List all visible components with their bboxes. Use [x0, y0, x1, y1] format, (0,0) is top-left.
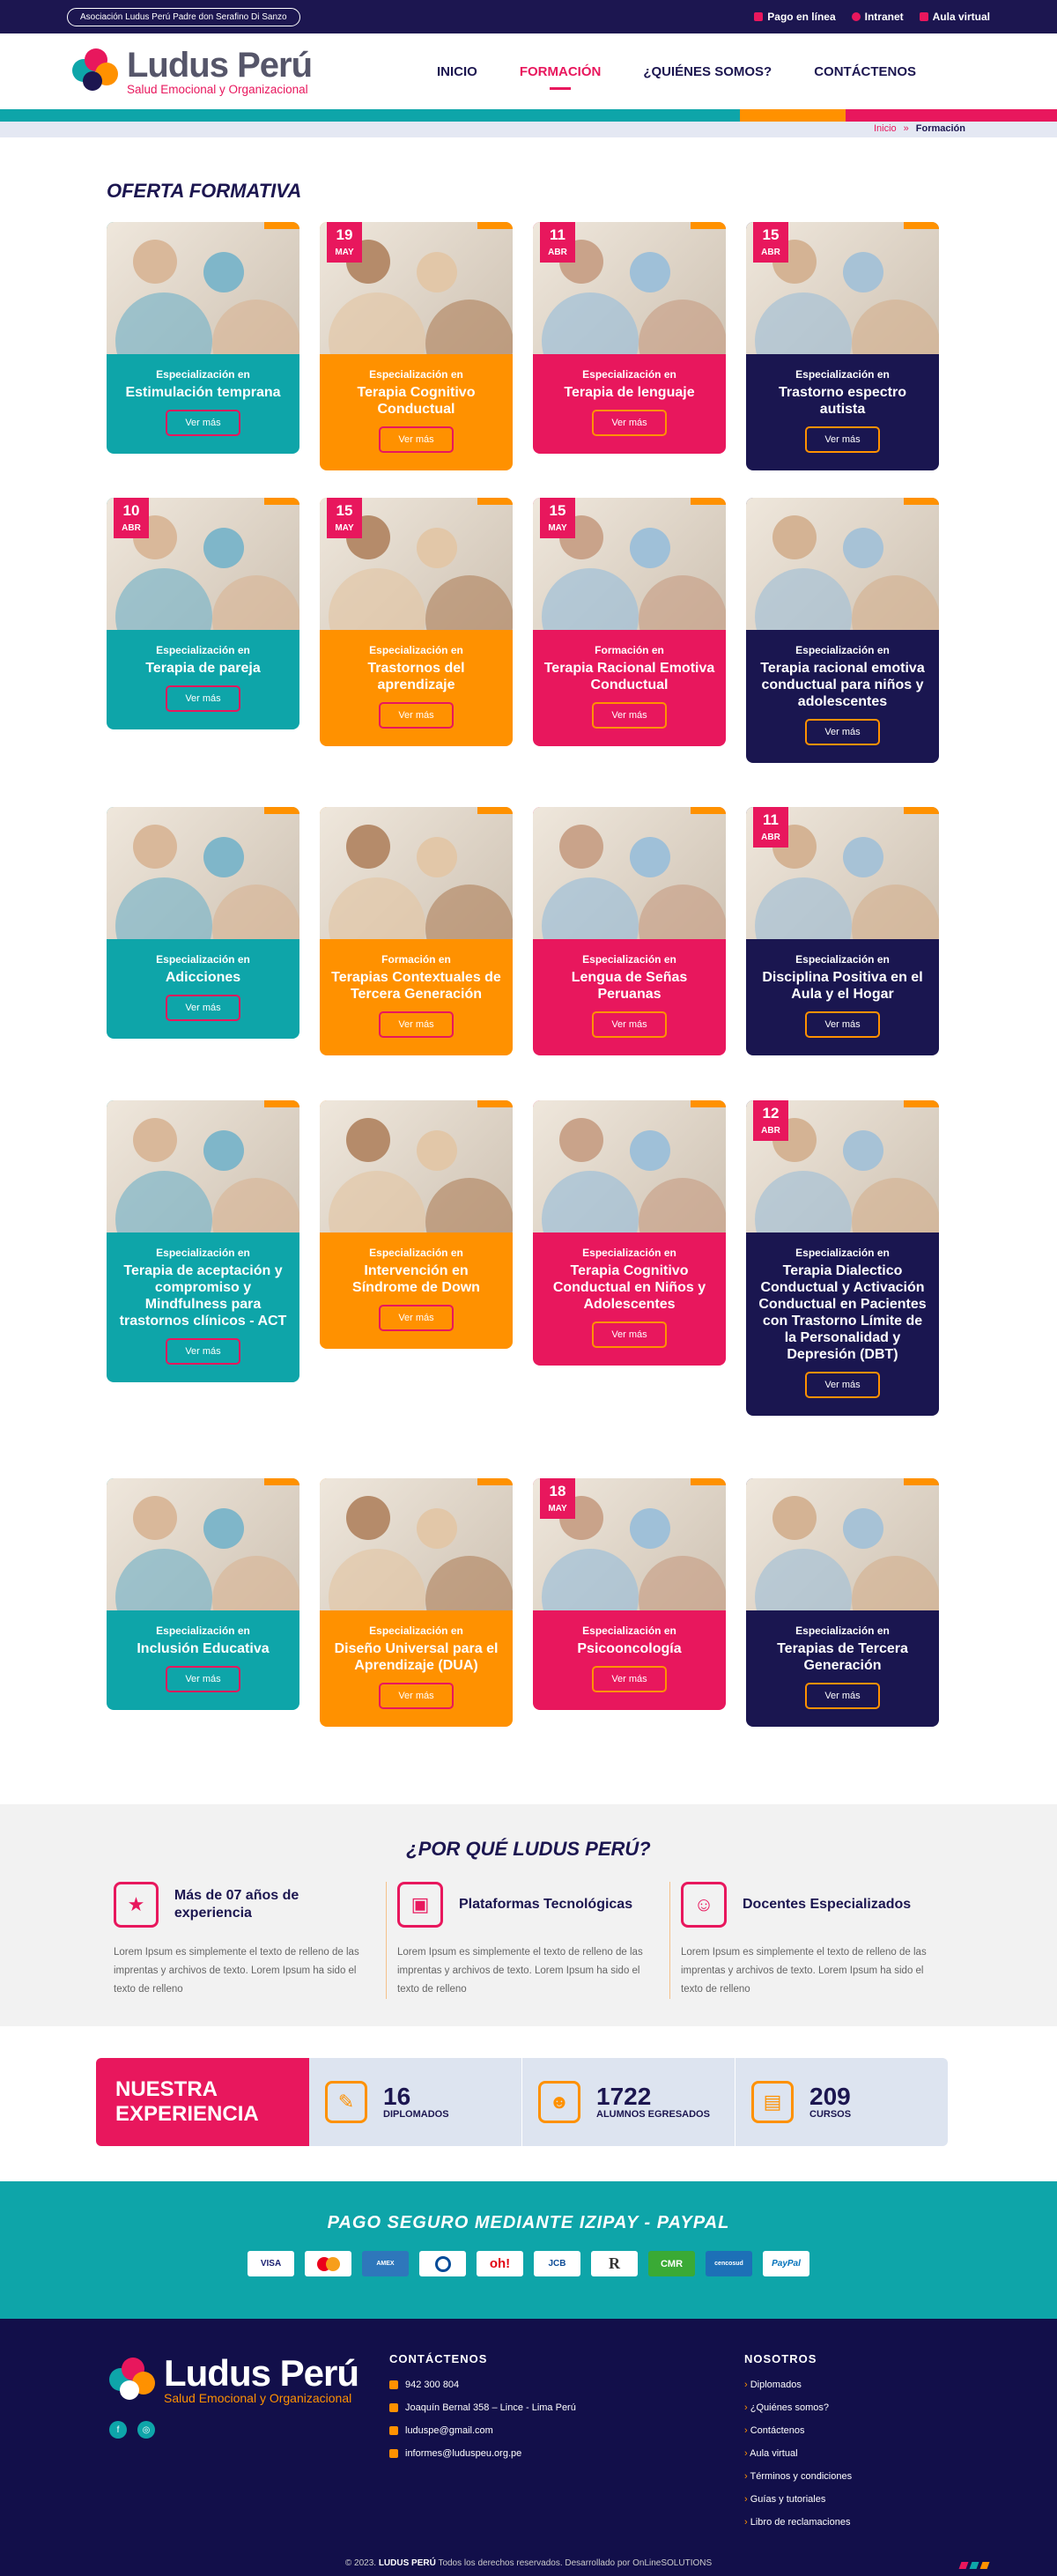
copy-year: © 2023.	[344, 2558, 377, 2568]
amex-icon: AMEX	[362, 2251, 409, 2276]
address-line	[389, 2402, 576, 2413]
course-title: Trastornos del aprendizaje	[367, 661, 465, 692]
whatsapp-icon	[389, 2380, 398, 2389]
course-kind: Especialización en	[156, 1247, 250, 1259]
course-photo	[320, 1100, 513, 1232]
ver-mas-button[interactable]: Ver más	[805, 426, 879, 453]
course-kind: Especialización en	[369, 368, 463, 381]
course-kind: Formación en	[381, 953, 451, 966]
course-kind: Especialización en	[156, 953, 250, 966]
ver-mas-button[interactable]: Ver más	[379, 426, 453, 453]
contact-text: 942 300 804	[405, 2380, 460, 2390]
footer-about	[744, 2352, 852, 2540]
ver-mas-button[interactable]: Ver más	[592, 1666, 666, 1692]
course-kind: Especialización en	[795, 953, 890, 966]
course-title: Intervención en Síndrome de Down	[352, 1263, 480, 1295]
course-kind: Especialización en	[369, 1247, 463, 1259]
ver-mas-button[interactable]: Ver más	[805, 719, 879, 745]
footer-contact	[389, 2352, 576, 2471]
footer-link[interactable]: › Diplomados	[744, 2380, 852, 2390]
ver-mas-button[interactable]: Ver más	[592, 1011, 666, 1038]
why-item-title: Más de 07 años de experiencia	[174, 1888, 299, 1921]
stat-label: DIPLOMADOS	[383, 2109, 449, 2120]
date-day: 10	[122, 502, 140, 519]
brand-corner	[264, 1100, 299, 1107]
course-photo	[320, 807, 513, 939]
brand-corner	[477, 222, 513, 229]
ver-mas-button[interactable]: Ver más	[166, 1338, 240, 1365]
date-badge	[114, 498, 149, 538]
oh-icon: oh!	[477, 2251, 523, 2276]
association-pill[interactable]: Asociación Ludus Perú Padre don Serafino Di Sanzo	[67, 8, 300, 26]
course-photo	[746, 1478, 939, 1610]
footer-link[interactable]: › Términos y condiciones	[744, 2471, 852, 2482]
brand-corner	[904, 222, 939, 229]
date-badge	[540, 498, 575, 538]
book-icon: ▤	[751, 2081, 794, 2123]
footer-decoration	[960, 2562, 988, 2569]
contact-text: luduspe@gmail.com	[405, 2425, 493, 2436]
ver-mas-button[interactable]: Ver más	[166, 1666, 240, 1692]
course-title: Psicooncología	[577, 1641, 682, 1656]
footer-about-title: NOSOTROS	[744, 2352, 817, 2365]
course-card[interactable]	[533, 807, 726, 1055]
payment-title: PAGO SEGURO MEDIANTE IZIPAY - PAYPAL	[327, 2213, 730, 2232]
copy-text: Todos los derechos reservados. Desarrollado por OnLineSOLUTIONS	[438, 2558, 713, 2568]
course-title: Estimulación temprana	[125, 385, 281, 400]
brand-corner	[264, 498, 299, 505]
course-title: Terapia Cognitivo Conductual en Niños y Adolescentes	[552, 1263, 706, 1312]
site-footer	[0, 2319, 1057, 2576]
course-photo	[533, 1100, 726, 1232]
why-item-title: Plataformas Tecnológicas	[459, 1897, 633, 1912]
course-photo	[107, 222, 299, 354]
stat-number: 16	[383, 2083, 411, 2110]
ver-mas-button[interactable]: Ver más	[805, 1372, 879, 1398]
diners-icon	[419, 2251, 466, 2276]
course-kind: Especialización en	[156, 644, 250, 656]
stat-label: CURSOS	[809, 2109, 852, 2120]
course-kind: Especialización en	[369, 644, 463, 656]
stat-label: ALUMNOS EGRESADOS	[596, 2109, 710, 2120]
date-month: ABR	[761, 248, 780, 257]
course-card[interactable]	[746, 807, 939, 1055]
why-item-text: Lorem Ipsum es simplemente el texto de relleno de las imprentas y archivos de texto. Lorem Ipsum ha sido el texto de relleno	[681, 1947, 927, 1995]
date-badge	[327, 498, 362, 538]
course-card[interactable]	[107, 807, 299, 1039]
date-day: 12	[762, 1105, 780, 1121]
platform-icon: ▣	[397, 1882, 443, 1928]
date-badge	[327, 222, 362, 263]
copy-brand: LUDUS PERÚ	[378, 2558, 436, 2568]
course-photo	[320, 1478, 513, 1610]
logo[interactable]	[70, 47, 405, 96]
phone-line[interactable]	[389, 2380, 576, 2390]
course-photo	[107, 498, 299, 630]
contact-text: Joaquín Bernal 358 – Lince - Lima Perú	[405, 2402, 576, 2413]
ver-mas-button[interactable]: Ver más	[805, 1011, 879, 1038]
course-kind: Especialización en	[156, 1625, 250, 1637]
user-icon	[920, 12, 928, 21]
course-photo	[107, 1100, 299, 1232]
course-kind: Especialización en	[156, 368, 250, 381]
logo-mark-icon	[70, 47, 120, 96]
course-card[interactable]	[533, 1478, 726, 1710]
ver-mas-button[interactable]: Ver más	[379, 1683, 453, 1709]
mail-icon	[389, 2426, 398, 2435]
course-card[interactable]	[107, 1100, 299, 1382]
course-photo	[533, 1478, 726, 1610]
course-card[interactable]	[320, 222, 513, 470]
course-kind: Especialización en	[795, 368, 890, 381]
course-kind: Especialización en	[369, 1625, 463, 1637]
ver-mas-button[interactable]: Ver más	[166, 685, 240, 712]
date-month: ABR	[761, 1126, 780, 1136]
course-title: Lengua de Señas Peruanas	[571, 970, 688, 1002]
why-item	[387, 1882, 670, 1999]
course-title: Terapia Dialectico Conductual y Activación Conductual en Pacientes con Trastorno Límite de la Personalidad y Depresión (DBT)	[758, 1263, 927, 1362]
email-line[interactable]	[389, 2448, 576, 2459]
course-title: Disciplina Positiva en el Aula y el Hogar	[762, 970, 923, 1002]
brand-corner	[477, 1478, 513, 1485]
breadcrumb	[0, 122, 1057, 137]
course-title: Terapia de lenguaje	[564, 385, 695, 400]
course-card[interactable]	[320, 807, 513, 1055]
course-photo	[746, 807, 939, 939]
brand-corner	[264, 807, 299, 814]
course-title: Terapia Racional Emotiva Conductual	[543, 661, 715, 692]
social-links	[109, 2421, 155, 2439]
footer-logo-name: Ludus Perú	[164, 2352, 359, 2394]
top-links	[754, 11, 990, 23]
date-badge	[753, 222, 788, 263]
footer-contact-title: CONTÁCTENOS	[389, 2352, 488, 2365]
footer-link[interactable]: › Aula virtual	[744, 2448, 852, 2459]
brand-corner	[477, 1100, 513, 1107]
course-title: Adicciones	[165, 970, 241, 985]
course-card[interactable]	[320, 498, 513, 746]
ver-mas-button[interactable]: Ver más	[379, 1011, 453, 1038]
course-kind: Especialización en	[582, 368, 676, 381]
breadcrumb-home[interactable]: Inicio	[873, 123, 897, 134]
brand-corner	[691, 1478, 726, 1485]
date-month: ABR	[548, 248, 567, 257]
ripley-icon: R	[591, 2251, 638, 2276]
date-badge	[540, 1478, 575, 1519]
course-photo	[533, 222, 726, 354]
stat-cursos	[735, 2058, 948, 2146]
course-kind: Especialización en	[582, 953, 676, 966]
nav-contactenos[interactable]: CONTÁCTENOS	[814, 63, 917, 79]
date-badge	[753, 1100, 788, 1141]
course-kind: Especialización en	[795, 1247, 890, 1259]
course-kind: Formación en	[595, 644, 664, 656]
logo-tagline: Salud Emocional y Organizacional	[127, 82, 308, 96]
date-month: MAY	[548, 523, 567, 533]
course-title: Diseño Universal para el Aprendizaje (DUA)	[334, 1641, 499, 1673]
course-photo	[746, 222, 939, 354]
card-icon	[754, 12, 763, 21]
mastercard-icon	[305, 2251, 351, 2276]
top-bar	[0, 0, 1057, 33]
course-title: Trastorno espectro autista	[779, 385, 906, 417]
ver-mas-button[interactable]: Ver más	[592, 410, 666, 436]
why-item-text: Lorem Ipsum es simplemente el texto de relleno de las imprentas y archivos de texto. Lorem Ipsum ha sido el texto de relleno	[397, 1947, 643, 1995]
date-day: 18	[549, 1483, 566, 1499]
course-card[interactable]	[746, 1100, 939, 1416]
course-card[interactable]	[533, 222, 726, 454]
course-photo	[746, 1100, 939, 1232]
footer-logo-tagline: Salud Emocional y Organizacional	[164, 2391, 352, 2405]
aula-virtual-link[interactable]	[920, 11, 990, 23]
nav-formacion[interactable]: FORMACIÓN	[519, 63, 602, 79]
location-icon	[389, 2403, 398, 2412]
nav-inicio[interactable]: INICIO	[437, 63, 477, 79]
teacher-icon: ☺	[681, 1882, 727, 1928]
footer-link[interactable]: › Libro de reclamaciones	[744, 2517, 852, 2528]
brand-corner	[477, 498, 513, 505]
date-badge	[540, 222, 575, 263]
date-day: 19	[336, 226, 353, 243]
section-title: OFERTA FORMATIVA	[107, 180, 302, 202]
stat-egresados	[522, 2058, 735, 2146]
logo-name: Ludus Perú	[127, 45, 313, 85]
cencosud-icon: cencosud	[706, 2251, 752, 2276]
graduate-icon: ☻	[538, 2081, 580, 2123]
why-item	[670, 1882, 954, 1999]
date-month: MAY	[548, 1504, 567, 1514]
brand-corner	[691, 807, 726, 814]
nav-quienes-somos[interactable]: ¿QUIÉNES SOMOS?	[643, 63, 772, 79]
main-nav	[437, 64, 916, 79]
course-photo	[746, 498, 939, 630]
ver-mas-button[interactable]: Ver más	[166, 995, 240, 1021]
breadcrumb-current: Formación	[915, 123, 965, 134]
site-header	[0, 33, 1057, 109]
brand-corner	[904, 1478, 939, 1485]
date-day: 11	[763, 811, 779, 828]
course-photo	[107, 807, 299, 939]
pago-en-linea-link[interactable]	[754, 11, 835, 23]
date-month: ABR	[761, 833, 780, 842]
date-badge	[753, 807, 788, 848]
course-kind: Especialización en	[795, 644, 890, 656]
course-card[interactable]	[533, 1100, 726, 1366]
stat-number: 1722	[596, 2083, 652, 2110]
ver-mas-button[interactable]: Ver más	[592, 1321, 666, 1348]
header-stripe	[0, 109, 1057, 122]
why-section	[0, 1804, 1057, 2026]
course-photo	[107, 1478, 299, 1610]
contact-text: informes@luduspeu.org.pe	[405, 2448, 522, 2459]
footer-link[interactable]: › Contáctenos	[744, 2425, 852, 2436]
date-month: MAY	[335, 523, 354, 533]
course-photo	[320, 498, 513, 630]
date-day: 11	[550, 226, 565, 243]
date-day: 15	[549, 502, 566, 519]
footer-logo[interactable]	[107, 2352, 359, 2405]
course-title: Terapia racional emotiva conductual para niños y adolescentes	[760, 661, 925, 709]
course-kind: Especialización en	[795, 1625, 890, 1637]
brand-corner	[477, 807, 513, 814]
course-card[interactable]	[107, 498, 299, 729]
cmr-icon: CMR	[648, 2251, 695, 2276]
jcb-icon: JCB	[534, 2251, 580, 2276]
payment-section	[0, 2181, 1057, 2319]
course-title: Terapia Cognitivo Conductual	[357, 385, 476, 417]
brand-corner	[691, 498, 726, 505]
paypal-icon: PayPal	[763, 2251, 809, 2276]
visa-icon: VISA	[248, 2251, 294, 2276]
brand-corner	[264, 1478, 299, 1485]
footer-link[interactable]: › ¿Quiénes somos?	[744, 2402, 852, 2413]
brand-corner	[264, 222, 299, 229]
course-photo	[320, 222, 513, 354]
brand-corner	[691, 222, 726, 229]
date-day: 15	[336, 502, 353, 519]
ver-mas-button[interactable]: Ver más	[166, 410, 240, 436]
ver-mas-button[interactable]: Ver más	[379, 702, 453, 729]
course-kind: Especialización en	[582, 1247, 676, 1259]
why-item-text: Lorem Ipsum es simplemente el texto de relleno de las imprentas y archivos de texto. Lorem Ipsum ha sido el texto de relleno	[114, 1947, 359, 1995]
course-title: Terapias de Tercera Generación	[777, 1641, 908, 1673]
link-label: Intranet	[864, 11, 904, 23]
why-title: ¿POR QUÉ LUDUS PERÚ?	[406, 1838, 651, 1860]
date-day: 15	[762, 226, 780, 243]
course-photo	[533, 807, 726, 939]
course-card[interactable]	[107, 222, 299, 454]
course-title: Inclusión Educativa	[137, 1641, 270, 1656]
footer-link[interactable]: › Guías y tutoriales	[744, 2494, 852, 2505]
instagram-icon[interactable]: ◎	[137, 2421, 155, 2439]
course-title: Terapia de pareja	[145, 661, 261, 676]
course-kind: Especialización en	[582, 1625, 676, 1637]
course-card[interactable]	[320, 1478, 513, 1727]
globe-icon	[852, 12, 861, 21]
link-label: Pago en línea	[767, 11, 836, 23]
certificate-icon: ★	[114, 1882, 159, 1928]
course-title: Terapia de aceptación y compromiso y Mindfulness para trastornos clínicos - ACT	[119, 1263, 287, 1329]
email-line[interactable]	[389, 2425, 576, 2436]
brand-corner	[904, 807, 939, 814]
brand-corner	[691, 1100, 726, 1107]
date-month: ABR	[122, 523, 141, 533]
why-item-title: Docentes Especializados	[743, 1897, 912, 1912]
mail-icon	[389, 2449, 398, 2458]
intranet-link[interactable]	[852, 11, 904, 23]
experience-label: NUESTRA EXPERIENCIA	[96, 2058, 309, 2146]
course-card[interactable]	[746, 222, 939, 470]
experience-bar	[96, 2058, 948, 2146]
course-card[interactable]	[320, 1100, 513, 1349]
course-title: Terapias Contextuales de Tercera Generación	[331, 970, 501, 1002]
logo-mark-icon	[107, 2356, 157, 2405]
stat-diplomados	[309, 2058, 522, 2146]
brand-corner	[904, 498, 939, 505]
copyright	[0, 2558, 1057, 2576]
stat-number: 209	[809, 2083, 851, 2110]
ver-mas-button[interactable]: Ver más	[805, 1683, 879, 1709]
course-card[interactable]	[746, 1478, 939, 1727]
course-photo	[533, 498, 726, 630]
breadcrumb-separator: »	[903, 123, 909, 134]
ver-mas-button[interactable]: Ver más	[592, 702, 666, 729]
course-card[interactable]	[746, 498, 939, 763]
ver-mas-button[interactable]: Ver más	[379, 1305, 453, 1331]
brand-corner	[904, 1100, 939, 1107]
diploma-icon: ✎	[325, 2081, 367, 2123]
link-label: Aula virtual	[932, 11, 990, 23]
why-item	[103, 1882, 387, 1999]
facebook-icon[interactable]: f	[109, 2421, 127, 2439]
course-card[interactable]	[107, 1478, 299, 1710]
course-card[interactable]	[533, 498, 726, 746]
date-month: MAY	[335, 248, 354, 257]
